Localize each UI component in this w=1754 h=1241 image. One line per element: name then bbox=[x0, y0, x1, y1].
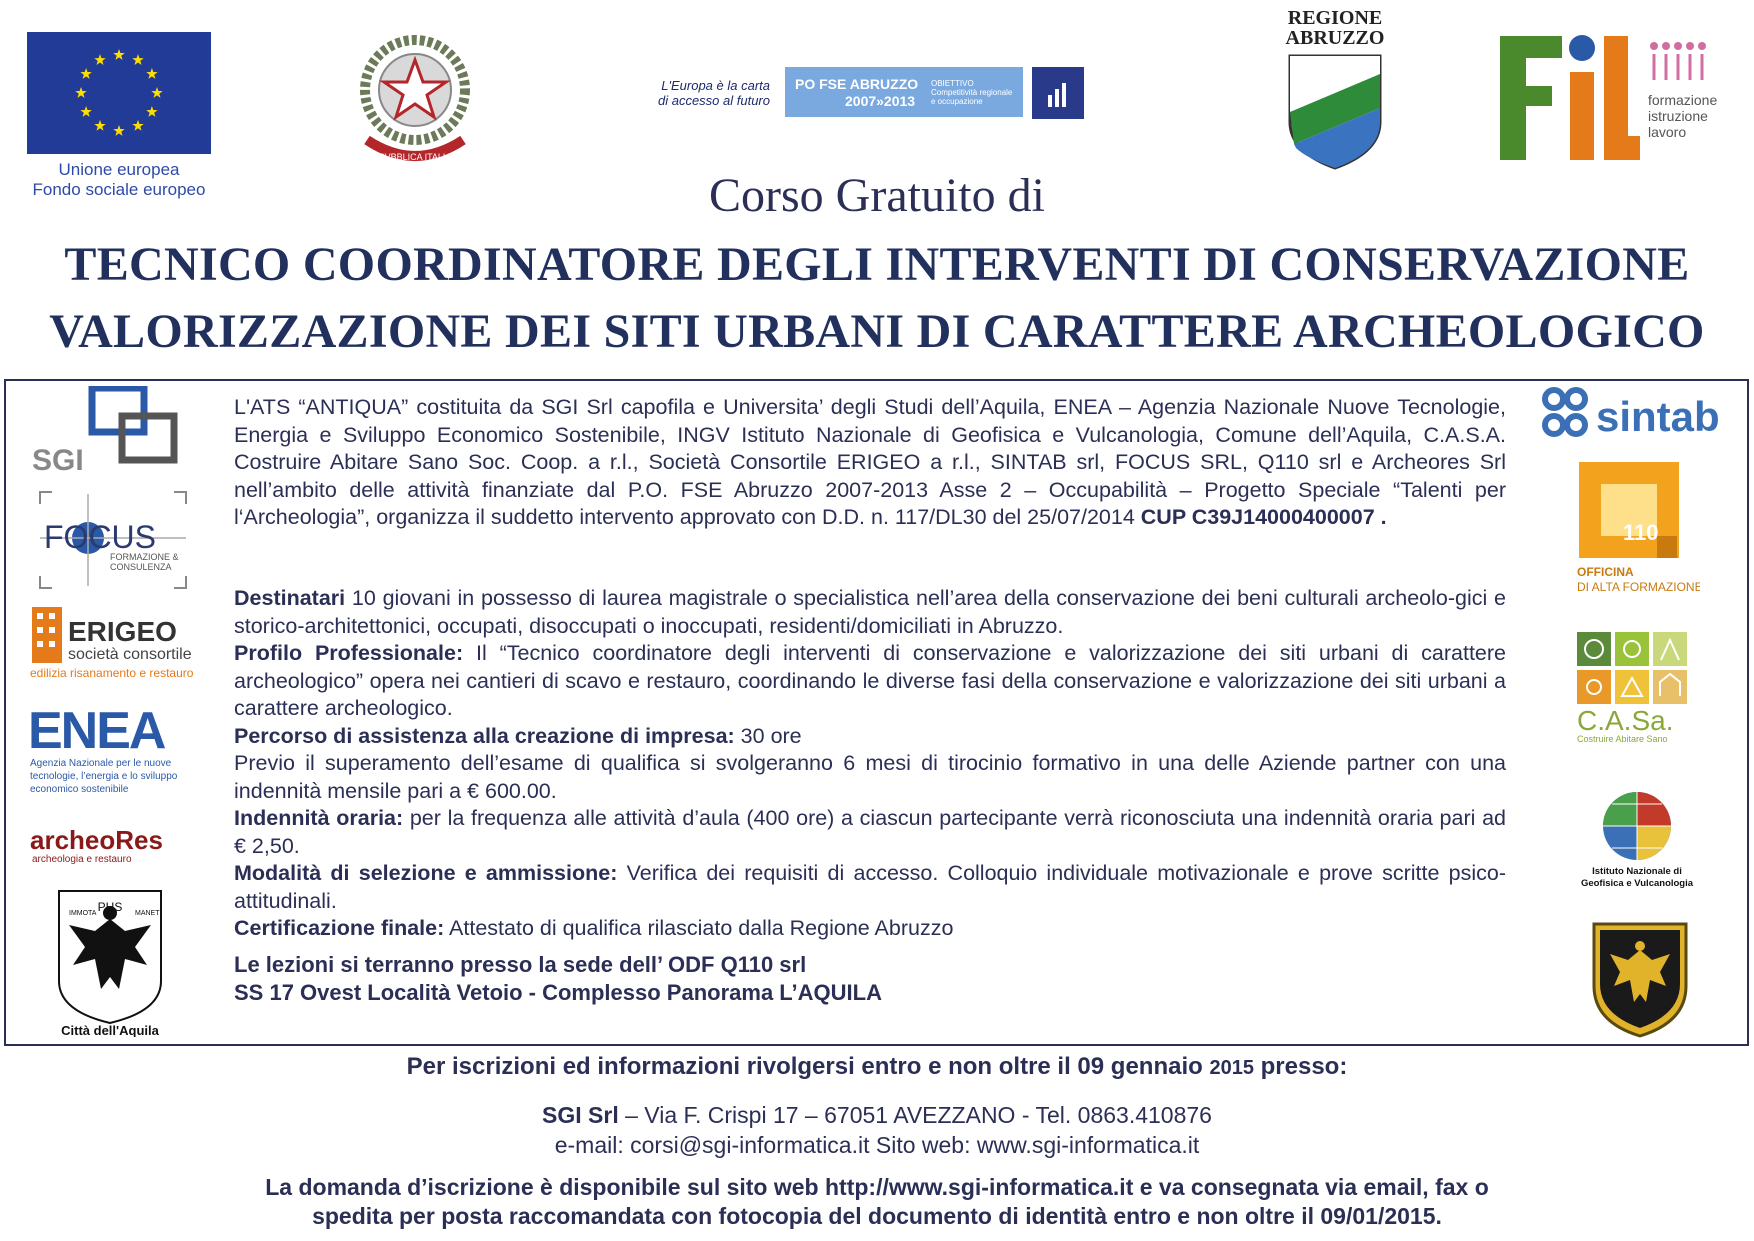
regione-title-line-1: REGIONE bbox=[1287, 7, 1383, 29]
regione-title bbox=[1270, 8, 1400, 48]
italian-republic-emblem-icon bbox=[345, 22, 485, 172]
detail-percorso bbox=[234, 723, 1506, 751]
detail-text: Attestato di qualifica rilasciato dalla Regione Abruzzo bbox=[444, 916, 954, 940]
por-tagline bbox=[630, 78, 770, 108]
deadline-text-b: presso: bbox=[1253, 1053, 1348, 1080]
archeores-sub: archeologia e restauro bbox=[32, 854, 132, 865]
q110-logo bbox=[1575, 458, 1700, 598]
enea-sub-2: tecnologie, l’energia e lo sviluppo bbox=[30, 771, 178, 782]
registration-deadline bbox=[0, 1053, 1754, 1081]
detail-label: Destinatari bbox=[234, 586, 346, 610]
detail-destinatari bbox=[234, 585, 1506, 640]
casa-logo bbox=[1575, 630, 1695, 745]
eu-caption-line-1: Unione europea bbox=[58, 160, 180, 179]
enea-sub-1: Agenzia Nazionale per le nuove bbox=[30, 758, 172, 769]
detail-indennita bbox=[234, 805, 1506, 860]
emblem-text: REPVBBLICA ITALIANA bbox=[366, 152, 464, 162]
fil-logo bbox=[1500, 32, 1640, 164]
contact-web: e-mail: corsi@sgi-informatica.it Sito web: www.sgi-informatica.it bbox=[554, 1132, 1200, 1158]
detail-selezione bbox=[234, 860, 1506, 915]
por-line-1: PO FSE ABRUZZO bbox=[795, 76, 919, 92]
aquila-left: IMMOTA bbox=[69, 910, 97, 917]
regione-abruzzo-shield-icon bbox=[1286, 52, 1384, 172]
venue bbox=[234, 951, 1506, 1007]
venue-line-1: Le lezioni si terranno presso la sede dell’ ODF Q110 srl bbox=[234, 952, 807, 977]
deadline-year: 2015 bbox=[1209, 1057, 1254, 1079]
detail-text: Previo il superamento dell’esame di qualifica si svolgeranno 6 mesi di tirocinio formativo in una delle Aziende partner con una indennità mensile pari a € 600.00. bbox=[234, 751, 1506, 803]
city-aquila-coat-of-arms-icon bbox=[55, 885, 165, 1037]
por-objective: OBIETTIVO Competitività regionale e occupazione bbox=[931, 79, 1013, 106]
detail-label: Percorso di assistenza alla creazione di impresa: bbox=[234, 723, 735, 748]
contact-company: SGI Srl bbox=[542, 1102, 619, 1128]
application-line-1: La domanda d’iscrizione è disponibile sul sito web http://www.sgi-informatica.it e va consegnata via email, fax o bbox=[265, 1174, 1489, 1200]
enea-logo bbox=[28, 700, 208, 798]
detail-tirocinio bbox=[234, 750, 1506, 805]
deadline-text-a: Per iscrizioni ed informazioni rivolgersi entro e non oltre il 09 gennaio bbox=[406, 1053, 1210, 1080]
focus-logo bbox=[38, 490, 188, 590]
aquila-caption: Città dell'Aquila bbox=[61, 1023, 159, 1037]
detail-text: Il “Tecnico coordinatore degli interventi di conservazione e valorizzazione dei siti urbani di carattere archeologico” opera nei cantieri di scavo e restauro, coordinando le diverse fasi della conservazione e valorizzazione dei siti urbani a carattere archeologico. bbox=[234, 641, 1506, 720]
erigeo-sub-2: edilizia risanamento e restauro bbox=[30, 666, 194, 680]
por-fse-abruzzo-logo bbox=[785, 67, 1023, 117]
eu-flag-icon bbox=[27, 32, 211, 154]
enea-sub-3: economico sostenibile bbox=[30, 784, 129, 795]
venue-line-2: SS 17 Ovest Località Vetoio - Complesso Panorama L’AQUILA bbox=[234, 980, 882, 1005]
eu-caption-line-2: Fondo sociale europeo bbox=[32, 180, 206, 199]
fil-subtext-2: istruzione bbox=[1648, 108, 1708, 124]
sintab-logo bbox=[1540, 385, 1725, 445]
bar-chart-icon bbox=[1032, 67, 1084, 119]
sgi-text: SGI bbox=[32, 444, 84, 476]
focus-sub-2: CONSULENZA bbox=[110, 562, 172, 572]
detail-certificazione bbox=[234, 915, 1506, 943]
detail-text: per la frequenza alle attività d’aula (400 ore) a ciascun partecipante verrà riconosciuta una indennità oraria pari ad € 2,50. bbox=[234, 806, 1506, 858]
casa-sub: Costruire Abitare Sano bbox=[1577, 734, 1668, 744]
regione-title-line-2: ABRUZZO bbox=[1285, 27, 1385, 49]
course-title-line-1: TECNICO COORDINATORE DEGLI INTERVENTI DI CONSERVAZIONE bbox=[64, 238, 1690, 291]
archeores-text: archeoRes bbox=[30, 825, 163, 855]
ingv-logo bbox=[1572, 788, 1702, 893]
intro-paragraph bbox=[234, 394, 1506, 532]
por-line-2: 2007»2013 bbox=[845, 93, 916, 109]
application-line-2: spedita per posta raccomandata con fotocopia del documento di identità entro e non oltre il 09/01/2015. bbox=[312, 1203, 1442, 1229]
casa-text: C.A.Sa. bbox=[1577, 705, 1674, 736]
q110-sub-2: DI ALTA FORMAZIONE bbox=[1577, 580, 1700, 594]
detail-profilo bbox=[234, 640, 1506, 723]
detail-label: Indennità oraria: bbox=[234, 806, 404, 830]
contact-address bbox=[0, 1102, 1754, 1129]
aquila-right: MANET bbox=[135, 910, 160, 917]
erigeo-text: ERIGEO bbox=[68, 616, 177, 647]
details-section bbox=[234, 585, 1506, 943]
q110-sub-1: OFFICINA bbox=[1577, 565, 1634, 579]
sgi-logo bbox=[30, 386, 190, 476]
detail-text: Verifica dei requisiti di accesso. Colloquio individuale motivazionale e prove scritte psico-attitudinali. bbox=[234, 861, 1506, 913]
cup-code: CUP C39J14000400007 . bbox=[1140, 505, 1387, 529]
archeores-logo bbox=[28, 825, 188, 865]
ingv-text-2: Geofisica e Vulcanologia bbox=[1580, 878, 1694, 889]
detail-text: 10 giovani in possesso di laurea magistrale o specialistica nell’area della conservazione dei beni culturali archeolo-gici e storico-architettonici, occupati, disoccupati o inoccupati, residenti/domiciliati in Abruzzo. bbox=[234, 586, 1506, 638]
sintab-text: sintab bbox=[1596, 393, 1720, 440]
focus-sub-1: FORMAZIONE & bbox=[110, 552, 179, 562]
detail-text: 30 ore bbox=[734, 723, 802, 748]
univaq-seal-icon bbox=[1590, 918, 1690, 1040]
ingv-text-1: Istituto Nazionale di bbox=[1592, 866, 1682, 877]
intro-text: L'ATS “ANTIQUA” costituita da SGI Srl capofila e Universita’ degli Studi dell’Aquila, ENEA – Agenzia Nazionale Nuove Tecnologie, Energia e Sviluppo Economico Sostenibile, INGV Istituto Nazionale di Geofisica e Vulcanologia, Comune dell’Aquila, C.A.S.A. Costruire Abitare Sano Soc. Coop. a r.l., Società Consortile ERIGEO a r.l., SINTAB srl, FOCUS SRL, Q110 srl e Archeores Srl nell’ambito delle attività finanziate dal P.O. FSE Abruzzo 2007-2013 Asse 2 – Occupabilità – Progetto Speciale “Talenti per l‘Archeologia”, organizza il suddetto intervento approvato con D.D. n. 117/DL30 del 25/07/2014 bbox=[234, 395, 1506, 529]
contact-address-text: – Via F. Crispi 17 – 67051 AVEZZANO - Tel. 0863.410876 bbox=[618, 1102, 1212, 1128]
por-tagline-line-1: L'Europa è la carta bbox=[661, 78, 770, 93]
focus-text: FOCUS bbox=[44, 519, 156, 555]
erigeo-sub-1: società consortile bbox=[68, 646, 192, 663]
q110-text: 110 bbox=[1623, 520, 1659, 545]
fil-figures-icon bbox=[1648, 40, 1728, 89]
detail-label: Certificazione finale: bbox=[234, 916, 445, 940]
course-title-line-2: VALORIZZAZIONE DEI SITI URBANI DI CARATTERE ARCHEOLOGICO bbox=[49, 305, 1705, 358]
course-subtitle: Corso Gratuito di bbox=[709, 169, 1045, 222]
erigeo-logo bbox=[28, 603, 208, 683]
enea-text: ENEA bbox=[28, 702, 165, 760]
detail-label: Modalità di selezione e ammissione: bbox=[234, 861, 618, 885]
detail-label: Profilo Professionale: bbox=[234, 641, 464, 665]
por-tagline-line-2: di accesso al futuro bbox=[657, 93, 770, 108]
fil-subtext bbox=[1648, 92, 1717, 140]
fil-subtext-3: lavoro bbox=[1648, 124, 1687, 140]
aquila-phs: PHS bbox=[97, 900, 123, 914]
fil-subtext-1: formazione bbox=[1648, 92, 1718, 108]
